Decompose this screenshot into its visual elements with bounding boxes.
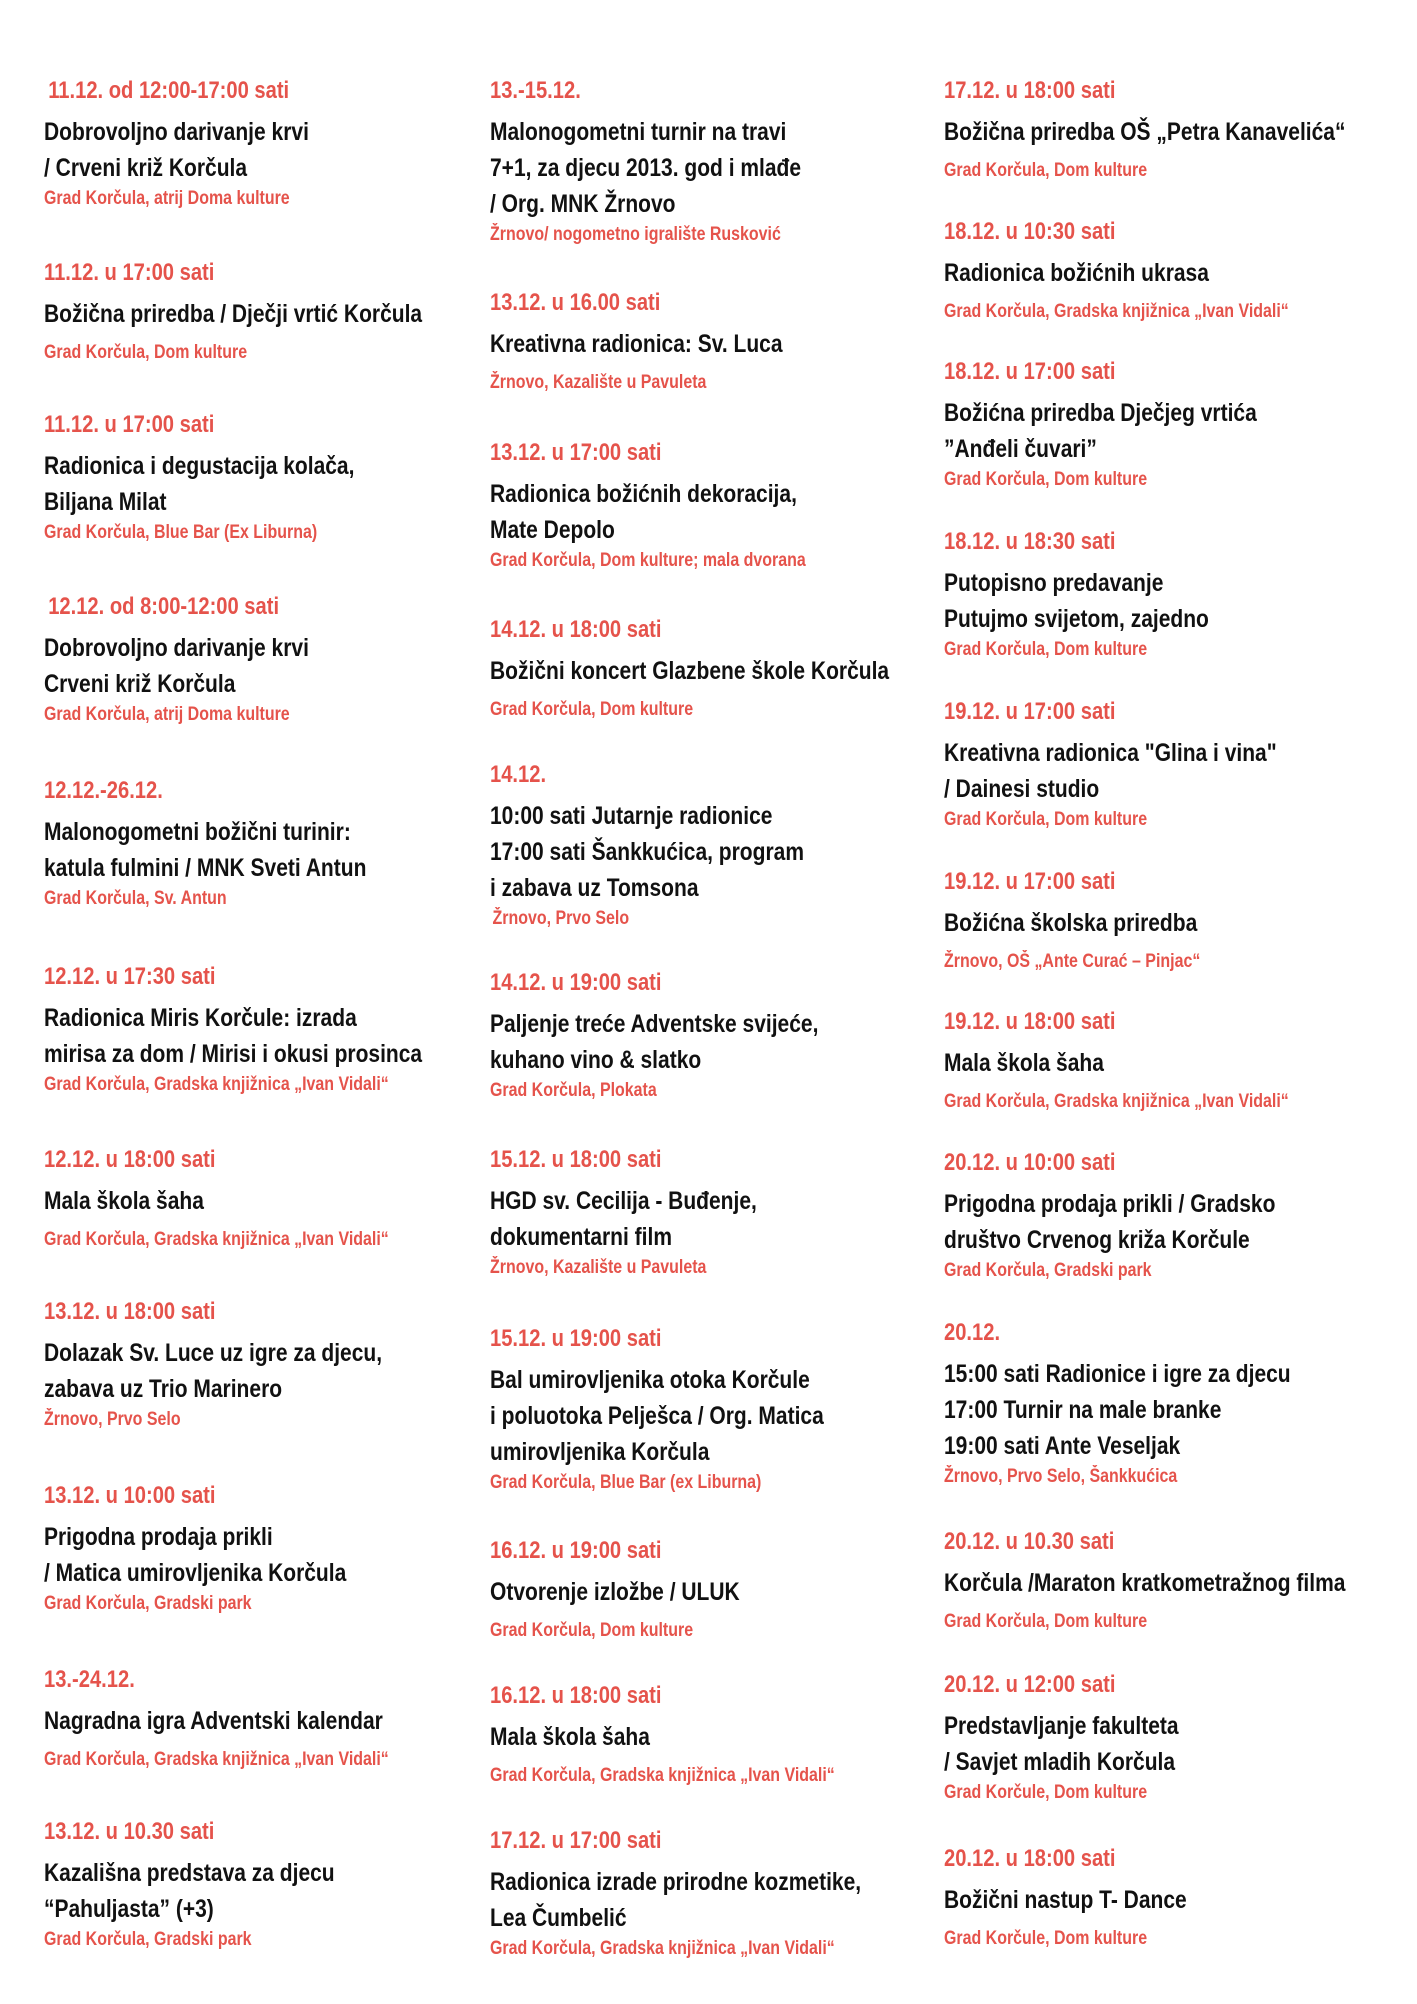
event-title-line: katula fulmini / MNK Sveti Antun xyxy=(44,854,367,882)
event-title-line: Božična priredba / Dječji vrtić Korčula xyxy=(44,300,423,328)
event-title-line: Mala škola šaha xyxy=(44,1187,204,1215)
event-date: 13.12. u 10.30 sati xyxy=(44,1818,215,1845)
event-title xyxy=(944,1186,1314,1258)
event-title xyxy=(44,630,397,702)
event-place: Grad Korčula, Gradska knjižnica „Ivan Vidali“ xyxy=(44,1749,389,1770)
event-place: Žrnovo, Prvo Selo xyxy=(44,1409,181,1430)
event-date: 14.12. u 19:00 sati xyxy=(490,969,662,996)
event-date: 14.12. xyxy=(490,761,547,788)
event-title xyxy=(44,1335,397,1407)
event-place: Žrnovo, Kazalište u Pavuleta xyxy=(490,372,707,393)
event-title xyxy=(944,255,1314,291)
event-title-line: kuhano vino & slatko xyxy=(490,1046,702,1074)
event-date: 11.12. od 12:00-17:00 sati xyxy=(48,77,290,104)
event-title-line: Predstavljanje fakulteta xyxy=(944,1712,1179,1740)
event-title xyxy=(944,905,1314,941)
event-title-line: Mate Depolo xyxy=(490,516,615,544)
event-title-line: Kreativna radionica "Glina i vina" xyxy=(944,739,1277,767)
event-item xyxy=(490,1324,940,1496)
event-date: 17.12. u 18:00 sati xyxy=(944,77,1116,104)
event-date: 13.-15.12. xyxy=(490,77,581,104)
event-place: Grad Korčula, Gradski park xyxy=(44,1593,252,1614)
event-title-line: Mala škola šaha xyxy=(944,1049,1104,1077)
event-item xyxy=(490,76,940,248)
event-place: Grad Korčula, Sv. Antun xyxy=(44,888,227,909)
event-item xyxy=(44,1481,464,1617)
event-date: 13.12. u 17:00 sati xyxy=(490,439,662,466)
event-title xyxy=(944,1882,1314,1918)
event-place: Grad Korčula, Gradska knjižnica „Ivan Vidali“ xyxy=(490,1765,835,1786)
event-title-line: HGD sv. Cecilija - Buđenje, xyxy=(490,1187,757,1215)
event-item xyxy=(490,1826,940,1962)
event-place: Grad Korčula, Gradska knjižnica „Ivan Vidali“ xyxy=(44,1229,389,1250)
event-place: Grad Korčula, Blue Bar (ex Liburna) xyxy=(490,1472,762,1493)
event-date: 19.12. u 17:00 sati xyxy=(944,868,1116,895)
event-title-line: ”Anđeli čuvari” xyxy=(944,435,1097,463)
event-date: 19.12. u 17:00 sati xyxy=(944,698,1116,725)
event-title-line: Paljenje treće Adventske svijeće, xyxy=(490,1010,819,1038)
event-title-line: Božićna priredba Dječjeg vrtića xyxy=(944,399,1257,427)
event-title xyxy=(490,1574,868,1610)
event-title-line: Lea Čumbelić xyxy=(490,1904,627,1932)
event-title xyxy=(490,476,868,548)
event-title-line: Otvorenje izložbe / ULUK xyxy=(490,1578,740,1606)
event-item xyxy=(944,1318,1384,1490)
event-title xyxy=(490,1006,868,1078)
event-item xyxy=(44,258,464,366)
event-title-line: / Org. MNK Žrnovo xyxy=(490,190,676,218)
event-item xyxy=(490,438,940,574)
event-item xyxy=(44,1817,464,1953)
event-title xyxy=(944,1356,1314,1464)
event-place: Grad Korčula, Dom kulture xyxy=(944,809,1148,830)
event-date: 19.12. u 18:00 sati xyxy=(944,1008,1116,1035)
event-date: 13.-24.12. xyxy=(44,1666,135,1693)
event-title xyxy=(44,1519,397,1591)
event-title-line: Kreativna radionica: Sv. Luca xyxy=(490,330,783,358)
event-title xyxy=(944,1565,1346,1601)
event-title-line: Radionica božićnih ukrasa xyxy=(944,259,1209,287)
event-title-line: “Pahuljasta” (+3) xyxy=(44,1895,214,1923)
event-place: Grad Korčula, Gradska knjižnica „Ivan Vidali“ xyxy=(944,301,1289,322)
event-date: 12.12. u 17:30 sati xyxy=(44,963,216,990)
event-title xyxy=(490,114,868,222)
event-place: Grad Korčula, Gradska knjižnica „Ivan Vidali“ xyxy=(944,1091,1289,1112)
event-place: Grad Korčula, Dom kulture xyxy=(944,639,1148,660)
event-date: 13.12. u 18:00 sati xyxy=(44,1298,216,1325)
event-date: 13.12. u 10:00 sati xyxy=(44,1482,216,1509)
event-title-line: Malonogometni turnir na travi xyxy=(490,118,787,146)
event-item xyxy=(490,1145,940,1281)
event-title-line: Prigodna prodaja prikli / Gradsko xyxy=(944,1190,1276,1218)
event-item xyxy=(944,217,1384,325)
event-title-line: Biljana Milat xyxy=(44,488,167,516)
event-item xyxy=(944,697,1384,833)
event-place: Grad Korčula, Dom kulture xyxy=(44,342,248,363)
event-title xyxy=(944,114,1346,150)
event-title xyxy=(44,1855,397,1927)
event-title-line: Bal umirovljenika otoka Korčule xyxy=(490,1366,810,1394)
event-date: 16.12. u 18:00 sati xyxy=(490,1682,662,1709)
event-title-line: Radionica i degustacija kolača, xyxy=(44,452,355,480)
event-title-line: i poluotoka Pelješca / Org. Matica xyxy=(490,1402,824,1430)
event-title xyxy=(44,1000,423,1072)
event-date: 14.12. u 18:00 sati xyxy=(490,616,662,643)
event-item xyxy=(44,410,464,546)
event-place: Žrnovo, Prvo Selo, Šankkućica xyxy=(944,1466,1178,1487)
event-item xyxy=(944,357,1384,493)
event-title-line: Dobrovoljno darivanje krvi xyxy=(44,118,309,146)
event-date: 13.12. u 16.00 sati xyxy=(490,289,661,316)
event-date: 20.12. u 12:00 sati xyxy=(944,1671,1116,1698)
event-item xyxy=(490,288,940,396)
event-place: Grad Korčula, Dom kulture xyxy=(490,1620,694,1641)
event-item xyxy=(944,1148,1384,1284)
event-title-line: i zabava uz Tomsona xyxy=(490,874,699,902)
event-title-line: 15:00 sati Radionice i igre za djecu xyxy=(944,1360,1291,1388)
event-date: 11.12. u 17:00 sati xyxy=(44,259,215,286)
event-place: Grad Korčula, Gradska knjižnica „Ivan Vidali“ xyxy=(44,1074,389,1095)
event-item xyxy=(490,1681,940,1789)
event-title-line: Božični koncert Glazbene škole Korčula xyxy=(490,657,890,685)
event-title-line: mirisa za dom / Mirisi i okusi prosinca xyxy=(44,1040,423,1068)
event-title-line: društvo Crvenog križa Korčule xyxy=(944,1226,1250,1254)
event-date: 11.12. u 17:00 sati xyxy=(44,411,215,438)
event-title xyxy=(490,653,890,689)
event-title-line: / Matica umirovljenika Korčula xyxy=(44,1559,347,1587)
event-title-line: Korčula /Maraton kratkometražnog filma xyxy=(944,1569,1346,1597)
event-title-line: Kazališna predstava za djecu xyxy=(44,1859,335,1887)
event-place: Grad Korčule, Dom kulture xyxy=(944,1928,1148,1949)
event-title xyxy=(944,1708,1314,1780)
event-item xyxy=(490,760,940,932)
event-date: 12.12.-26.12. xyxy=(44,777,163,804)
event-title xyxy=(944,1045,1314,1081)
event-item xyxy=(490,1536,940,1644)
event-item xyxy=(44,1665,464,1773)
event-place: Grad Korčula, Gradski park xyxy=(944,1260,1152,1281)
event-title-line: Malonogometni božični turinir: xyxy=(44,818,351,846)
event-item xyxy=(44,76,464,212)
event-title xyxy=(944,395,1314,467)
event-title xyxy=(490,1719,868,1755)
event-title-line: Radionica božićnih dekoracija, xyxy=(490,480,797,508)
event-title xyxy=(44,114,397,186)
event-title-line: Putopisno predavanje xyxy=(944,569,1164,597)
event-item xyxy=(490,615,940,723)
event-title-line: Radionica izrade prirodne kozmetike, xyxy=(490,1868,862,1896)
event-title xyxy=(490,326,868,362)
event-title-line: Crveni križ Korčula xyxy=(44,670,236,698)
event-title xyxy=(44,814,397,886)
event-title-line: / Savjet mladih Korčula xyxy=(944,1748,1176,1776)
event-item xyxy=(44,962,464,1098)
event-title-line: / Dainesi studio xyxy=(944,775,1100,803)
event-title-line: Nagradna igra Adventski kalendar xyxy=(44,1707,383,1735)
event-date: 12.12. od 8:00-12:00 sati xyxy=(48,593,280,620)
event-date: 18.12. u 18:30 sati xyxy=(944,528,1116,555)
event-title-line: 7+1, za djecu 2013. god i mlađe xyxy=(490,154,802,182)
event-item xyxy=(44,1145,464,1253)
event-place: Grad Korčula, Blue Bar (Ex Liburna) xyxy=(44,522,318,543)
event-title-line: Božični nastup T- Dance xyxy=(944,1886,1187,1914)
event-title-line: Božićna školska priredba xyxy=(944,909,1198,937)
event-title-line: 19:00 sati Ante Veseljak xyxy=(944,1432,1181,1460)
event-date: 20.12. xyxy=(944,1319,1001,1346)
event-place: Žrnovo, Prvo Selo xyxy=(492,908,630,929)
event-title-line: 10:00 sati Jutarnje radionice xyxy=(490,802,773,830)
event-item xyxy=(944,1844,1384,1952)
event-place: Žrnovo/ nogometno igralište Rusković xyxy=(490,224,781,245)
event-item xyxy=(944,1527,1384,1635)
event-item xyxy=(44,592,464,728)
event-title xyxy=(44,1183,397,1219)
event-date: 18.12. u 17:00 sati xyxy=(944,358,1116,385)
event-date: 20.12. u 10.30 sati xyxy=(944,1528,1115,1555)
event-item xyxy=(944,527,1384,663)
event-title-line: Mala škola šaha xyxy=(490,1723,650,1751)
event-title-line: 17:00 sati Šankkućica, program xyxy=(490,838,804,866)
event-place: Grad Korčula, Gradski park xyxy=(44,1929,252,1950)
event-title xyxy=(944,735,1314,807)
event-place: Grad Korčula, Plokata xyxy=(490,1080,657,1101)
event-place: Grad Korčula, atrij Doma kulture xyxy=(44,188,290,209)
event-title xyxy=(44,448,397,520)
event-title xyxy=(490,1183,868,1255)
event-place: Grad Korčula, Dom kulture xyxy=(944,160,1148,181)
event-date: 15.12. u 19:00 sati xyxy=(490,1325,662,1352)
event-title xyxy=(490,798,868,906)
event-date: 16.12. u 19:00 sati xyxy=(490,1537,662,1564)
event-title xyxy=(490,1362,868,1470)
event-item xyxy=(944,867,1384,975)
event-title-line: Radionica Miris Korčule: izrada xyxy=(44,1004,357,1032)
event-title-line: dokumentarni film xyxy=(490,1223,673,1251)
event-place: Grad Korčula, Dom kulture xyxy=(944,1611,1148,1632)
event-place: Grad Korčula, Gradska knjižnica „Ivan Vidali“ xyxy=(490,1938,835,1959)
event-item xyxy=(44,776,464,912)
event-place: Grad Korčula, Dom kulture xyxy=(944,469,1148,490)
event-place: Žrnovo, Kazalište u Pavuleta xyxy=(490,1257,707,1278)
event-title xyxy=(490,1864,868,1936)
event-title-line: Dolazak Sv. Luce uz igre za djecu, xyxy=(44,1339,383,1367)
event-title xyxy=(44,1703,397,1739)
event-item xyxy=(944,1670,1384,1806)
event-date: 20.12. u 10:00 sati xyxy=(944,1149,1116,1176)
event-date: 17.12. u 17:00 sati xyxy=(490,1827,662,1854)
event-date: 12.12. u 18:00 sati xyxy=(44,1146,216,1173)
event-title xyxy=(944,565,1314,637)
event-title-line: Putujmo svijetom, zajedno xyxy=(944,605,1209,633)
event-date: 20.12. u 18:00 sati xyxy=(944,1845,1116,1872)
event-title xyxy=(44,296,423,332)
event-title-line: / Crveni križ Korčula xyxy=(44,154,248,182)
event-item xyxy=(944,76,1384,184)
event-item xyxy=(944,1007,1384,1115)
event-place: Grad Korčula, atrij Doma kulture xyxy=(44,704,290,725)
event-date: 18.12. u 10:30 sati xyxy=(944,218,1116,245)
event-title-line: zabava uz Trio Marinero xyxy=(44,1375,283,1403)
event-place: Grad Korčula, Dom kulture xyxy=(490,699,694,720)
event-title-line: Dobrovoljno darivanje krvi xyxy=(44,634,309,662)
event-item xyxy=(44,1297,464,1433)
event-title-line: 17:00 Turnir na male branke xyxy=(944,1396,1222,1424)
event-date: 15.12. u 18:00 sati xyxy=(490,1146,662,1173)
event-title-line: Prigodna prodaja prikli xyxy=(44,1523,273,1551)
event-title-line: umirovljenika Korčula xyxy=(490,1438,710,1466)
event-place: Grad Korčula, Dom kulture; mala dvorana xyxy=(490,550,806,571)
event-title-line: Božična priredba OŠ „Petra Kanavelića“ xyxy=(944,118,1346,146)
event-place: Grad Korčule, Dom kulture xyxy=(944,1782,1148,1803)
event-place: Žrnovo, OŠ „Ante Curać – Pinjac“ xyxy=(944,951,1201,972)
event-item xyxy=(490,968,940,1104)
